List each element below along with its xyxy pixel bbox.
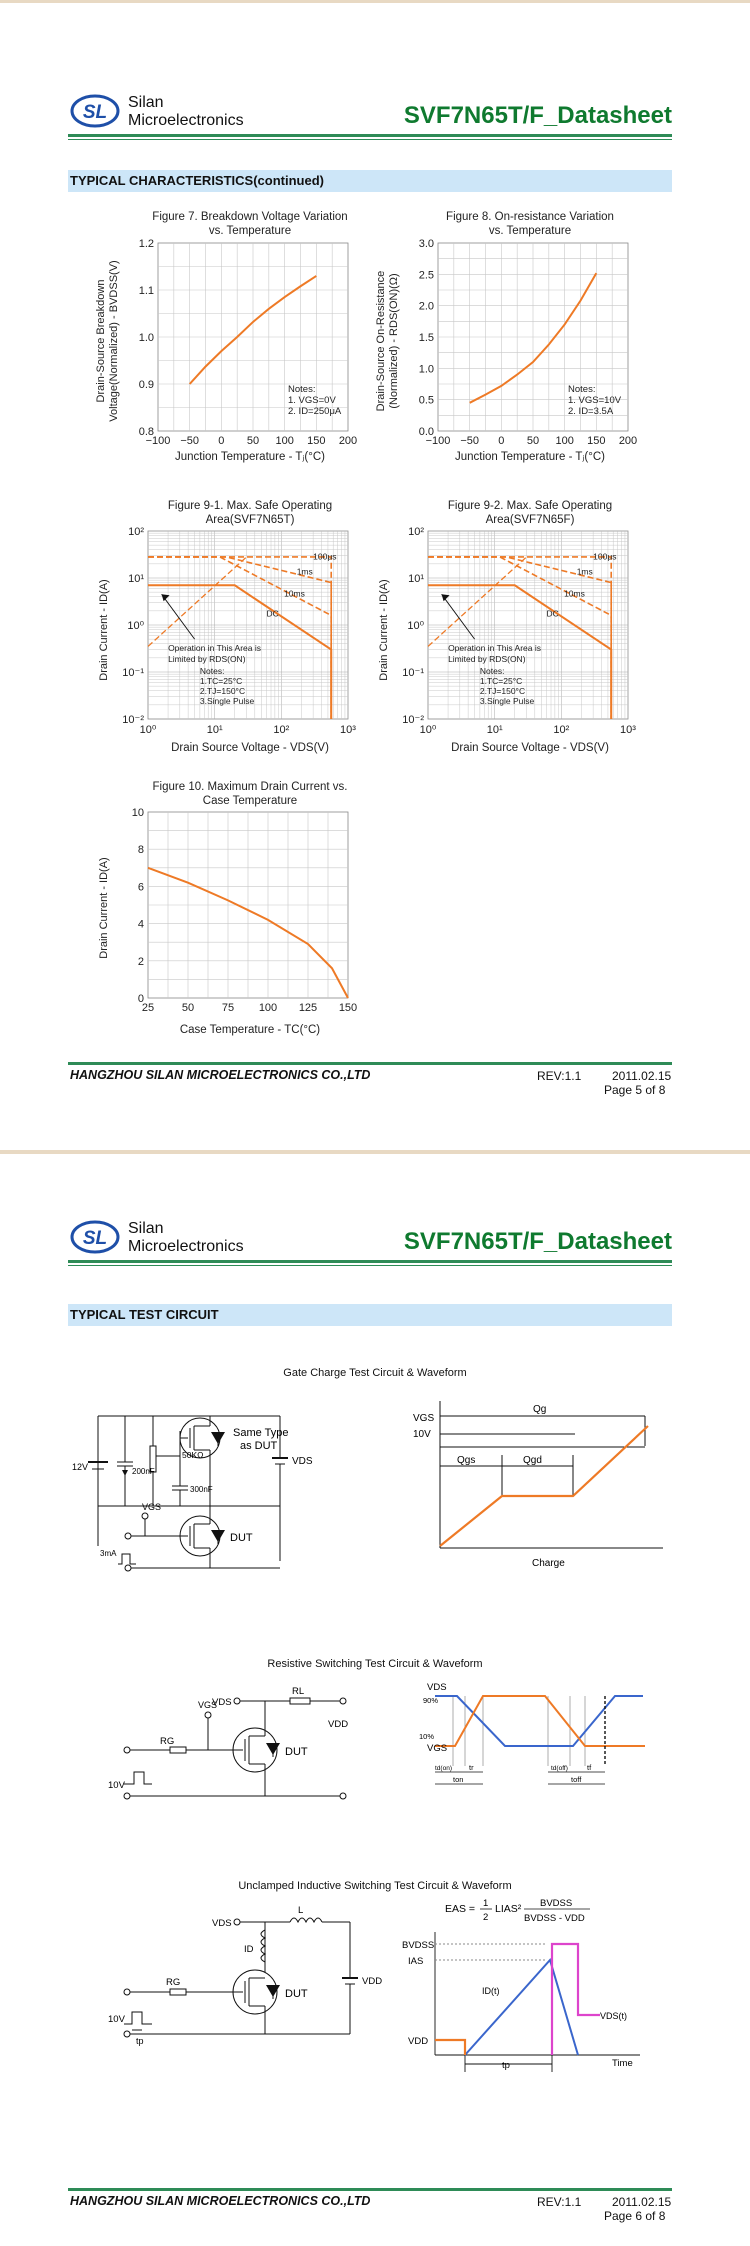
- fig91-ytick-label: 10¹: [128, 573, 144, 585]
- fig92-ytick-label: 10²: [408, 526, 424, 538]
- fig8-xtick-label: −50: [460, 435, 480, 447]
- fig8-xtick-label: 0: [498, 435, 505, 447]
- fig10-title-2: Case Temperature: [202, 795, 298, 807]
- footer-company: HANGZHOU SILAN MICROELECTRONICS CO.,LTD: [70, 1068, 371, 1082]
- gc-wave-0: VGS: [413, 1413, 435, 1424]
- fig92-plot-area: [402, 526, 636, 736]
- fig91-xtick-label: 10²: [273, 724, 290, 736]
- fig7-xtick-label: 200: [338, 435, 358, 447]
- fig10-xtick-label: 100: [258, 1002, 278, 1014]
- fig8-ytick-label: 0.5: [418, 394, 434, 407]
- footer-page: Page 6 of 8: [604, 2209, 666, 2223]
- fig10-ytick-label: 8: [137, 844, 144, 857]
- page-top-edge: [0, 0, 750, 3]
- figure-7-chart: [90, 205, 380, 470]
- company-name-line2: Microelectronics: [128, 1238, 244, 1255]
- uis-wave-3: VDD: [408, 2036, 429, 2047]
- fig7-ytick-label: 1.1: [138, 285, 154, 297]
- fig7-xlabel: Junction Temperature - Tⱼ(°C): [175, 451, 325, 463]
- fig7-ylabel-2: Voltage(Normalized) - BVDSS(V): [108, 260, 120, 422]
- gc-label-0: 12V: [72, 1462, 89, 1472]
- fig10-ytick-label: 6: [137, 881, 144, 894]
- fig91-curve-label: 100μs: [313, 551, 337, 562]
- fig10-xtick-label: 150: [338, 1002, 358, 1014]
- fig92-ytick-label: 10⁻²: [402, 714, 424, 726]
- fig8-ylabel-1: Drain-Source On-Resistance: [375, 270, 387, 412]
- fig92-annotation-text: Operation in This Area is: [448, 643, 541, 654]
- fig91-xlabel: Drain Source Voltage - VDS(V): [171, 742, 329, 754]
- uis-label-7: tp: [136, 2036, 144, 2046]
- uis-wave-0: BVDSS: [402, 1940, 435, 1951]
- fig7-ytick-label: 0.9: [138, 379, 154, 391]
- fig91-curve-label: 10ms: [284, 588, 305, 599]
- fig91-note: 2.TJ=150°C: [199, 686, 246, 697]
- resistive-title: Resistive Switching Test Circuit & Waveform: [267, 1658, 483, 1670]
- rs-wave-7: td(off): [551, 1765, 568, 1772]
- fig7-xtick-label: 50: [246, 435, 260, 447]
- gc-label-7: VGS: [142, 1502, 162, 1512]
- rs-label-4: RG: [160, 1736, 175, 1747]
- uis-formula-num: 1: [483, 1898, 489, 1909]
- rs-label-5: DUT: [285, 1746, 308, 1758]
- fig92-note: 3.Single Pulse: [479, 696, 535, 707]
- uis-id-line: [465, 1960, 578, 2055]
- gc-label-6: VDS: [292, 1456, 313, 1467]
- doc-title: SVF7N65T/F_Datasheet: [403, 1228, 672, 1255]
- logo-icon: [70, 94, 120, 128]
- fig91-xtick-label: 10¹: [206, 724, 223, 736]
- fig91-annotation-text: Limited by RDS(ON): [168, 654, 246, 665]
- fig92-xtick-label: 10³: [620, 724, 636, 736]
- rs-label-6: 10V: [108, 1780, 125, 1791]
- fig91-note: Notes:: [199, 666, 225, 677]
- uis-label-3: RG: [166, 1977, 181, 1988]
- gc-wave-4: Qgd: [523, 1455, 542, 1466]
- fig10-xtick-label: 125: [298, 1002, 318, 1014]
- uis-title: Unclamped Inductive Switching Test Circuit & Waveform: [238, 1880, 512, 1892]
- fig8-xtick-label: 200: [618, 435, 638, 447]
- gc-wave-1: 10V: [413, 1429, 431, 1440]
- fig10-xlabel: Case Temperature - TC(°C): [179, 1024, 321, 1036]
- logo-letters: SL: [82, 1228, 108, 1249]
- fig91-xtick-label: 10³: [340, 724, 356, 736]
- rs-label-0: VDS: [212, 1697, 232, 1708]
- section-band: [68, 170, 672, 192]
- gc-label-3: 300nF: [190, 1485, 213, 1494]
- logo-letters: SL: [82, 102, 108, 123]
- section-band: [68, 1304, 672, 1326]
- company-name-line1: Silan: [128, 1220, 164, 1237]
- uis-vdd-line: [435, 2040, 465, 2055]
- fig8-note-2: 2. ID=3.5A: [568, 406, 614, 417]
- fig92-note: 1.TC=25°C: [479, 676, 523, 687]
- fig91-ytick-label: 10⁻²: [122, 714, 144, 726]
- header-rule: [68, 134, 672, 137]
- fig8-ytick-label: 1.0: [418, 363, 434, 376]
- fig92-title-1: Figure 9-2. Max. Safe Operating: [447, 500, 613, 512]
- rs-vds-line: [435, 1696, 643, 1746]
- fig91-xtick-label: 10⁰: [139, 724, 157, 736]
- fig8-ytick-label: 0.0: [418, 426, 434, 438]
- fig7-xtick-label: −50: [180, 435, 200, 447]
- fig92-ytick-label: 10¹: [408, 573, 424, 585]
- fig92-annotation-text: Limited by RDS(ON): [448, 654, 526, 665]
- gc-wave-2: Qg: [533, 1404, 547, 1415]
- uis-label-2: ID: [244, 1944, 254, 1955]
- fig91-curve-label: 1ms: [296, 566, 313, 577]
- fig92-note: 2.TJ=150°C: [479, 686, 526, 697]
- fig10-ytick-label: 4: [137, 918, 144, 931]
- fig7-note-2: 2. ID=250μA: [288, 406, 342, 417]
- fig8-title-2: vs. Temperature: [488, 225, 572, 237]
- footer-rev: REV:1.1: [537, 1069, 582, 1083]
- footer-rev: REV:1.1: [537, 2195, 582, 2209]
- uis-wave-2: ID(t): [482, 1986, 500, 1996]
- gc-label-4: Same Type: [233, 1427, 289, 1439]
- page-6: [0, 1154, 750, 2246]
- fig92-xtick-label: 10²: [553, 724, 570, 736]
- fig10-ylabel: Drain Current - ID(A): [98, 857, 110, 959]
- gc-label-5: as DUT: [240, 1440, 278, 1452]
- rs-wave-0: VDS: [427, 1682, 447, 1693]
- rs-wave-3: VGS: [427, 1743, 448, 1754]
- uis-label-6: 10V: [108, 2014, 125, 2025]
- fig7-xtick-label: 100: [275, 435, 294, 447]
- resistive-circuit: [110, 1676, 370, 1816]
- fig7-note-1: 1. VGS=0V: [288, 395, 336, 406]
- uis-vds-line: [552, 1944, 600, 2055]
- rs-vgs-line: [435, 1696, 645, 1746]
- fig8-ytick-label: 3.0: [418, 238, 434, 250]
- fig92-ylabel: Drain Current - ID(A): [378, 579, 390, 681]
- rs-wave-5: tr: [469, 1763, 474, 1772]
- fig8-ytick-label: 2.5: [418, 269, 434, 282]
- fig10-xtick-label: 25: [141, 1002, 155, 1014]
- fig8-xtick-label: 100: [555, 435, 574, 447]
- fig8-title-1: Figure 8. On-resistance Variation: [446, 211, 614, 223]
- gate-charge-waveform: [405, 1386, 665, 1581]
- fig92-xlabel: Drain Source Voltage - VDS(V): [451, 742, 609, 754]
- figure-8-chart: [370, 205, 660, 470]
- fig7-xtick-label: −100: [145, 435, 171, 447]
- header-rule-thin: [68, 139, 672, 140]
- uis-formula-lhs: EAS =: [445, 1903, 476, 1915]
- fig7-xtick-label: 0: [218, 435, 225, 447]
- fig91-note: 1.TC=25°C: [199, 676, 243, 687]
- header-rule-thin: [68, 1265, 672, 1266]
- uis-label-1: VDS: [212, 1918, 232, 1929]
- fig8-xtick-label: −100: [425, 435, 451, 447]
- gc-label-8: DUT: [230, 1532, 253, 1544]
- uis-formula-frac-num: BVDSS: [540, 1898, 573, 1909]
- rs-wave-1: 90%: [423, 1696, 439, 1705]
- uis-label-5: VDD: [362, 1976, 383, 1987]
- fig8-ytick-label: 1.5: [418, 332, 434, 344]
- fig7-title-2: vs. Temperature: [208, 225, 292, 237]
- rs-wave-8: tf: [587, 1763, 592, 1772]
- header-rule: [68, 1260, 672, 1263]
- rs-wave-9: toff: [571, 1775, 582, 1784]
- rs-wave-4: td(on): [435, 1765, 452, 1772]
- fig91-annotation-text: Operation in This Area is: [168, 643, 261, 654]
- footer-company: HANGZHOU SILAN MICROELECTRONICS CO.,LTD: [70, 2194, 371, 2208]
- fig91-ytick-label: 10⁰: [127, 620, 144, 632]
- fig8-xlabel: Junction Temperature - Tⱼ(°C): [455, 451, 605, 463]
- header: [70, 1218, 672, 1266]
- fig10-ytick-label: 10: [131, 807, 144, 819]
- gc-waveform-line: [440, 1426, 648, 1546]
- uis-wave-1: IAS: [408, 1956, 424, 1967]
- rs-label-2: VGS: [198, 1700, 218, 1710]
- uis-wave-6: Time: [612, 2058, 633, 2069]
- fig92-ytick-label: 10⁰: [407, 620, 424, 632]
- header: [70, 92, 672, 140]
- fig8-xtick-label: 150: [587, 435, 606, 447]
- fig7-ytick-label: 0.8: [138, 426, 154, 438]
- fig91-note: 3.Single Pulse: [199, 696, 255, 707]
- footer-page: Page 5 of 8: [604, 1083, 666, 1097]
- uis-label-4: DUT: [285, 1988, 308, 2000]
- fig91-ylabel: Drain Current - ID(A): [98, 579, 110, 681]
- footer-date: 2011.02.15: [612, 1069, 672, 1083]
- gc-wave-5: Charge: [532, 1558, 565, 1569]
- figure-9-2-chart: [370, 495, 660, 760]
- logo-icon: [70, 1220, 120, 1254]
- fig91-plot-area: [122, 526, 356, 736]
- gc-label-2: 50KΩ: [182, 1450, 204, 1460]
- fig91-ytick-label: 10⁻¹: [122, 667, 144, 679]
- uis-formula-mid: LIAS²: [495, 1903, 522, 1915]
- fig92-curve-label: DC: [546, 608, 559, 619]
- uis-label-0: L: [298, 1905, 304, 1916]
- figure-9-1-chart: [90, 495, 380, 760]
- fig91-ytick-label: 10²: [128, 526, 144, 538]
- gate-charge-title: Gate Charge Test Circuit & Waveform: [283, 1367, 467, 1379]
- fig10-ytick-label: 0: [137, 993, 144, 1005]
- fig8-note-0: Notes:: [568, 384, 596, 395]
- rs-label-1: RL: [292, 1686, 305, 1697]
- footer-date: 2011.02.15: [612, 2195, 672, 2209]
- fig91-title-1: Figure 9-1. Max. Safe Operating: [167, 500, 333, 512]
- fig10-xtick-label: 50: [181, 1002, 195, 1014]
- fig92-xtick-label: 10⁰: [419, 724, 437, 736]
- fig92-xtick-label: 10¹: [486, 724, 503, 736]
- fig8-note-1: 1. VGS=10V: [568, 395, 622, 406]
- figure-10-chart: [90, 778, 380, 1043]
- doc-title: SVF7N65T/F_Datasheet: [403, 102, 672, 129]
- fig10-title-1: Figure 10. Maximum Drain Current vs.: [152, 781, 348, 793]
- gc-label-1: 200nF: [132, 1467, 155, 1476]
- fig91-curve-label: DC: [266, 608, 279, 619]
- fig10-ytick-label: 2: [137, 955, 144, 968]
- footer-rule: [68, 2188, 672, 2191]
- rs-wave-6: ton: [453, 1775, 464, 1784]
- fig7-title-1: Figure 7. Breakdown Voltage Variation: [152, 211, 348, 223]
- rs-label-3: VDD: [328, 1719, 349, 1730]
- section-title: TYPICAL TEST CIRCUIT: [70, 1307, 219, 1322]
- fig7-ytick-label: 1.2: [138, 238, 154, 250]
- fig92-title-2: Area(SVF7N65F): [485, 514, 575, 526]
- uis-wave-4: VDS(t): [600, 2011, 627, 2021]
- rs-wave-2: 10%: [419, 1732, 435, 1741]
- gate-charge-circuit: [70, 1386, 380, 1586]
- fig8-xtick-label: 50: [526, 435, 540, 447]
- uis-formula-frac-den: BVDSS - VDD: [524, 1913, 585, 1924]
- fig7-note-0: Notes:: [288, 384, 316, 395]
- section-title: TYPICAL CHARACTERISTICS(continued): [70, 173, 324, 188]
- uis-wave-5: tp: [502, 2060, 510, 2071]
- fig7-ytick-label: 1.0: [138, 332, 154, 344]
- uis-waveform: [400, 1892, 675, 2072]
- fig7-ylabel-1: Drain-Source Breakdown: [95, 279, 107, 403]
- uis-circuit: [108, 1902, 383, 2052]
- resistive-waveform: [405, 1676, 675, 1806]
- fig92-curve-label: 100μs: [593, 551, 617, 562]
- fig8-ytick-label: 2.0: [418, 300, 434, 313]
- fig92-curve-label: 1ms: [576, 566, 593, 577]
- fig92-note: Notes:: [479, 666, 505, 677]
- fig10-plot-area: [132, 807, 357, 1014]
- gc-label-9: 3mA: [100, 1549, 117, 1558]
- company-name-line2: Microelectronics: [128, 112, 244, 129]
- footer-rule: [68, 1062, 672, 1065]
- company-name-line1: Silan: [128, 94, 164, 111]
- fig10-xtick-label: 75: [221, 1002, 235, 1014]
- fig7-xtick-label: 150: [307, 435, 326, 447]
- fig8-ylabel-2: (Normalized) - RDS(ON)(Ω): [388, 273, 400, 409]
- fig91-title-2: Area(SVF7N65T): [205, 514, 295, 526]
- fig92-curve-label: 10ms: [564, 588, 585, 599]
- gc-wave-3: Qgs: [457, 1455, 476, 1466]
- uis-formula-den: 2: [483, 1912, 489, 1923]
- fig92-ytick-label: 10⁻¹: [402, 667, 424, 679]
